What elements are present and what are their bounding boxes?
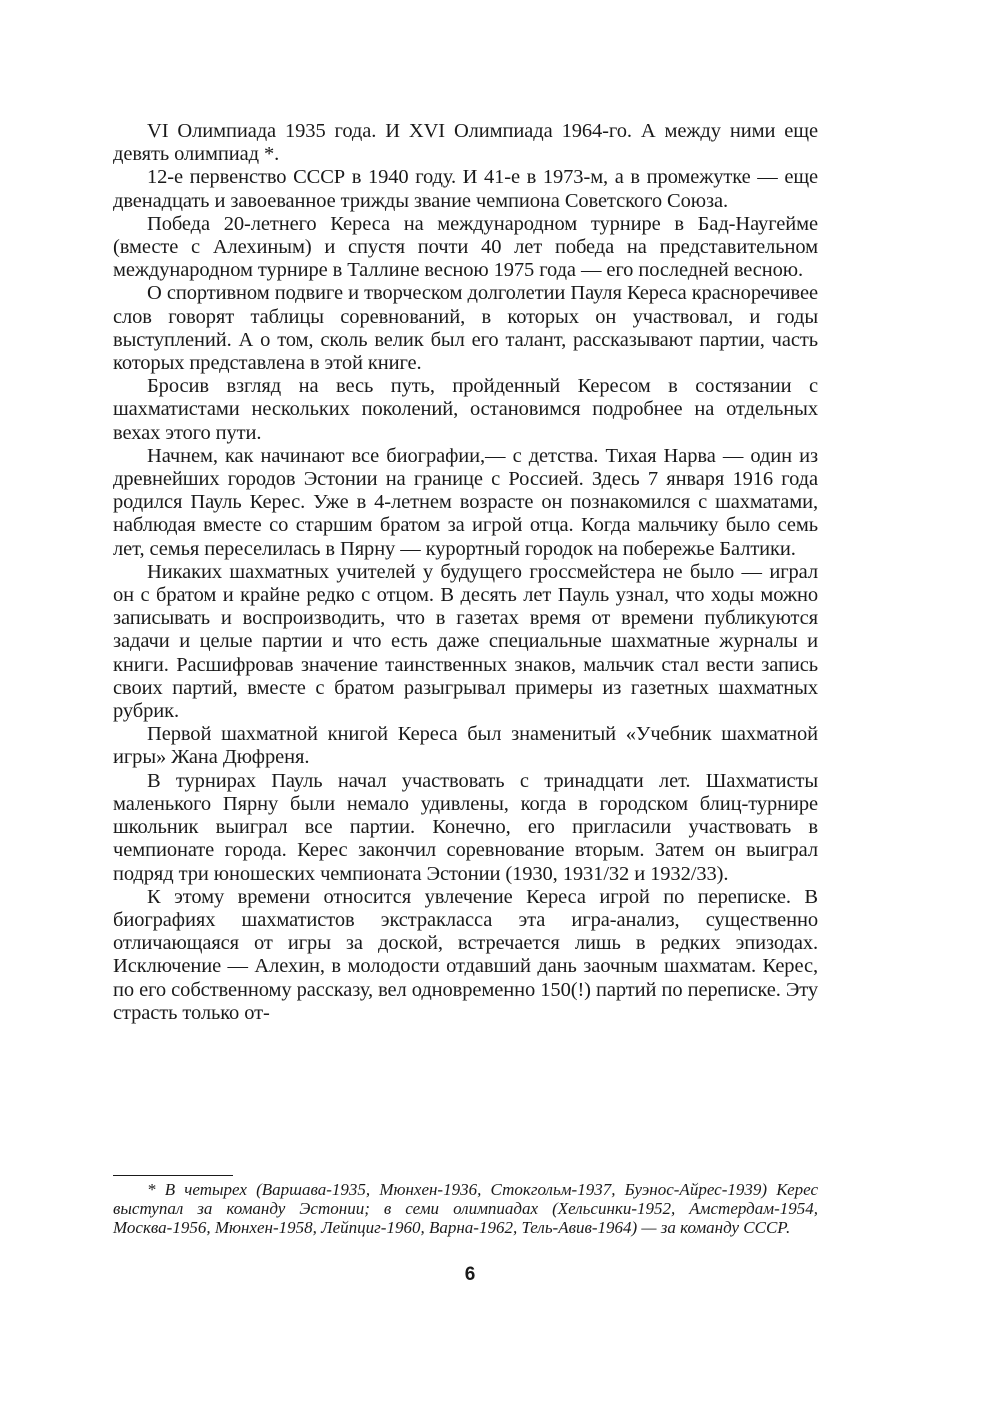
paragraph-first-tournaments: В турнирах Пауль начал участвовать с тринадцати лет. Шахматисты маленького Пярну были немало удивлены, когда в городском блиц-турнире школьник выиграл все партии. Конечно, его пригласили участвовать в чемпионате города. Керес закончил соревнование вторым. Затем он выиграл подряд три юношеских чемпионата Эстонии (1930, 1931/32 и 1932/33).: [113, 769, 818, 885]
paragraph-correspondence: К этому времени относится увлечение Кереса игрой по переписке. В биографиях шахматистов экстракласса эта игра-анализ, существенно отличающаяся от игры за доской, встречается лишь в редких эпизодах. Исключение — Алехин, в молодости отдавший дань заочным шахматам. Керес, по его собственному рассказу, вел одновременно 150(!) партий по переписке. Эту страсть только от-: [113, 885, 818, 1024]
paragraph-first-book: Первой шахматной книгой Кереса был знаменитый «Учебник шахматной игры» Жана Дюфреня.: [113, 723, 818, 769]
paragraph-longevity: О спортивном подвиге и творческом долголетии Пауля Кереса красноречивее слов говорят таблицы соревнований, в которых он участвовал, и годы выступлений. А о том, сколь велик был его талант, рассказывают партии, часть которых представлена в этой книге.: [113, 282, 818, 375]
main-text-block: [113, 120, 818, 1025]
paragraph-self-taught: Никаких шахматных учителей у будущего гроссмейстера не было — играл он с братом и крайне редко с отцом. В десять лет Пауль узнал, что ходы можно записывать и воспроизводить, что в газетах время от времени публикуются задачи и целые партии и что есть даже специальные шахматные журналы и книги. Расшифровав значение таинственных знаков, мальчик стал вести запись своих партий, вместе с братом разыгрывал примеры из газетных шахматных рубрик.: [113, 560, 818, 723]
paragraph-bad-nauheim: Победа 20-летнего Кереса на международном турнире в Бад-Наугейме (вместе с Алехиным) и спустя почти 40 лет победа на представительном международном турнире в Таллине весною 1975 года — его последней весною.: [113, 212, 818, 282]
paragraph-childhood: Начнем, как начинают все биографии,— с детства. Тихая Нарва — один из древнейших городов Эстонии на границе с Россией. Здесь 7 января 1916 года родился Пауль Керес. Уже в 4-летнем возрасте он познакомился с шахматами, наблюдая вместе со старшим братом за игрой отца. Когда мальчику было семь лет, семья переселилась в Пярну — курортный городок на побережье Балтики.: [113, 444, 818, 560]
paragraph-overview: Бросив взгляд на весь путь, пройденный Кересом в состязании с шахматистами нескольких поколений, остановимся подробнее на отдельных вехах этого пути.: [113, 375, 818, 444]
paragraph-ussr-championships: 12-е первенство СССР в 1940 году. И 41-е в 1973-м, а в промежутке — еще двенадцать и завоеванное трижды звание чемпиона Советского Союза.: [113, 166, 818, 212]
footnote: * В четырех (Варшава-1935, Мюнхен-1936, Стокгольм-1937, Буэнос-Айрес-1939) Керес выступал за команду Эстонии; в семи олимпиадах (Хельсинки-1952, Амстердам-1954, Москва-1956, Мюнхен-1958, Лейпциг-1960, Варна-1962, Тель-Авив-1964) — за команду СССР.: [113, 1180, 818, 1237]
footnote-divider: [113, 1175, 233, 1176]
paragraph-olympiads: VI Олимпиада 1935 года. И XVI Олимпиада 1964-го. А между ними еще девять олимпиад *.: [113, 120, 818, 166]
page-number: 6: [464, 1264, 476, 1285]
